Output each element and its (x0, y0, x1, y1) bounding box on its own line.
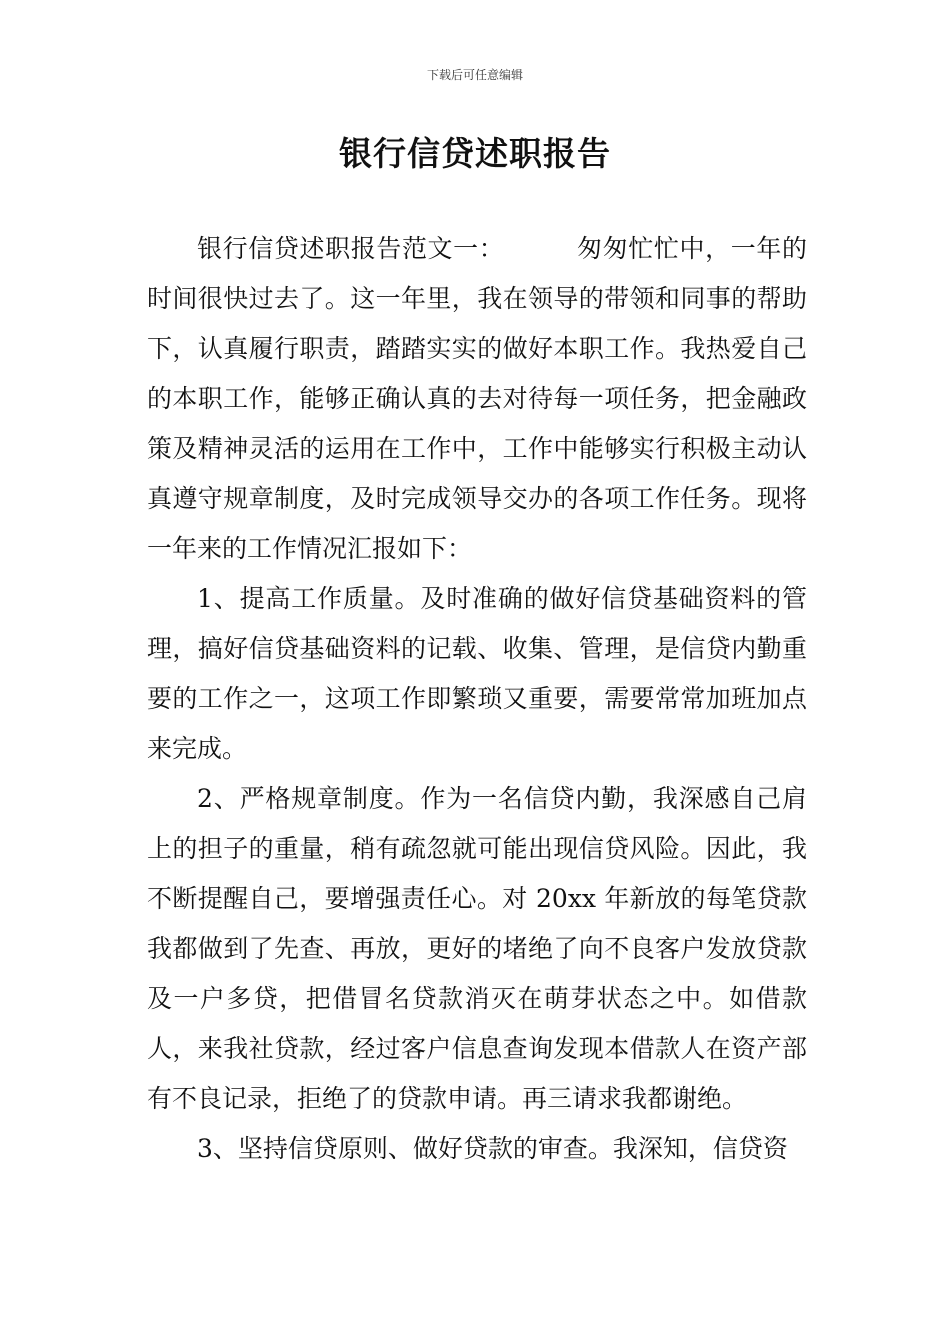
paragraph-item-2: 2、严格规章制度。作为一名信贷内勤，我深感自己肩上的担子的重量，稍有疏忽就可能出现信贷风险。因此，我不断提醒自己，要增强责任心。对 20xx 年新放的每笔贷款我都做到了先查、再放，更好的堵绝了向不良客户发放贷款及一户多贷，把借冒名贷款消灭在萌芽状态之中。如借款人，来我社贷款，经过客户信息查询发现本借款人在资产部有不良记录，拒绝了的贷款申请。再三请求我都谢绝。 (147, 784, 807, 1113)
paragraph-item-3: 3、坚持信贷原则、做好贷款的审查。我深知，信贷资 (197, 1134, 788, 1163)
paragraph-item-1: 1、提高工作质量。及时准确的做好信贷基础资料的管理，搞好信贷基础资料的记载、收集、管理，是信贷内勤重要的工作之一，这项工作即繁琐又重要，需要常常加班加点来完成。 (147, 584, 807, 763)
document-body (147, 224, 807, 1174)
paragraph-intro (147, 224, 807, 574)
paragraph-intro-text: 匆匆忙忙中，一年的时间很快过去了。这一年里，我在领导的带领和同事的帮助下，认真履行职责，踏踏实实的做好本职工作。我热爱自己的本职工作，能够正确认真的去对待每一项任务，把金融政策及精神灵活的运用在工作中，工作中能够实行积极主动认真遵守规章制度，及时完成领导交办的各项工作任务。现将一年来的工作情况汇报如下： (147, 234, 807, 563)
header-note: 下载后可任意编辑 (426, 68, 523, 82)
document-title: 银行信贷述职报告 (339, 134, 611, 173)
paragraph-intro-lead: 银行信贷述职报告范文一： (197, 234, 505, 263)
